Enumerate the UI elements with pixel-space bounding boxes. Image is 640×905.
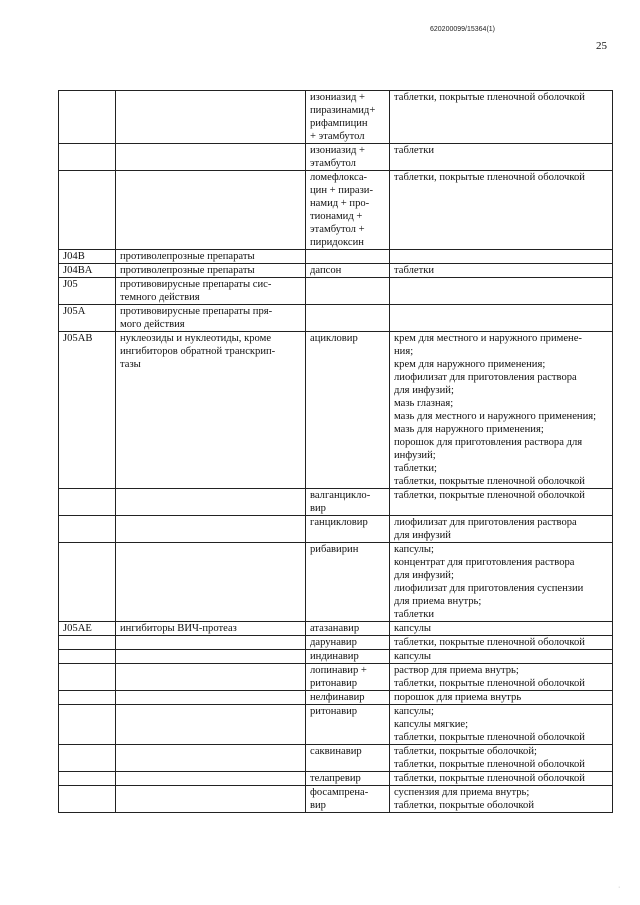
atc-code-cell: J04BA [59, 264, 116, 278]
dosage-form-cell: таблетки, покрытые пленочной оболочкой [390, 489, 613, 516]
drug-name-cell: дапсон [306, 264, 390, 278]
atc-code-cell [59, 664, 116, 691]
table-row [59, 516, 613, 543]
drug-name-cell [306, 305, 390, 332]
dosage-form-cell [390, 305, 613, 332]
atc-code-cell [59, 772, 116, 786]
table-row [59, 278, 613, 305]
dosage-form-cell: капсулы [390, 622, 613, 636]
table-row [59, 489, 613, 516]
drug-name-cell: ганцикловир [306, 516, 390, 543]
dosage-form-cell: таблетки [390, 144, 613, 171]
table-row [59, 543, 613, 622]
drug-name-cell: фосампрена- вир [306, 786, 390, 813]
drug-name-cell: телапревир [306, 772, 390, 786]
atc-code-cell [59, 91, 116, 144]
drug-name-cell: изониазид + пиразинамид+ рифампицин + этамбутол [306, 91, 390, 144]
dosage-form-cell: таблетки, покрытые оболочкой; таблетки, покрытые пленочной оболочкой [390, 745, 613, 772]
atc-code-cell [59, 144, 116, 171]
table-row [59, 664, 613, 691]
table-row [59, 144, 613, 171]
group-name-cell [116, 772, 306, 786]
group-name-cell [116, 705, 306, 745]
dosage-form-cell: лиофилизат для приготовления раствора для инфузий [390, 516, 613, 543]
atc-code-cell [59, 786, 116, 813]
drug-name-cell: атазанавир [306, 622, 390, 636]
drug-name-cell: валганцикло- вир [306, 489, 390, 516]
drug-name-cell: ацикловир [306, 332, 390, 489]
dosage-form-cell [390, 250, 613, 264]
drug-name-cell: ритонавир [306, 705, 390, 745]
table-row [59, 691, 613, 705]
drug-name-cell: рибавирин [306, 543, 390, 622]
group-name-cell [116, 650, 306, 664]
dosage-form-cell: таблетки, покрытые пленочной оболочкой [390, 171, 613, 250]
page-number: 25 [596, 40, 607, 52]
group-name-cell [116, 144, 306, 171]
dosage-form-cell: суспензия для приема внутрь; таблетки, покрытые оболочкой [390, 786, 613, 813]
dosage-form-cell: капсулы [390, 650, 613, 664]
table-row [59, 745, 613, 772]
atc-code-cell [59, 636, 116, 650]
table-row [59, 171, 613, 250]
group-name-cell: ингибиторы ВИЧ-протеаз [116, 622, 306, 636]
table-body [59, 91, 613, 813]
atc-code-cell: J05 [59, 278, 116, 305]
atc-code-cell [59, 705, 116, 745]
group-name-cell [116, 91, 306, 144]
dosage-form-cell: таблетки [390, 264, 613, 278]
drug-name-cell: дарунавир [306, 636, 390, 650]
atc-code-cell [59, 516, 116, 543]
table-row [59, 332, 613, 489]
table-row [59, 305, 613, 332]
table-row [59, 772, 613, 786]
dosage-form-cell: таблетки, покрытые пленочной оболочкой [390, 636, 613, 650]
group-name-cell: нуклеозиды и нуклеотиды, кроме ингибиторов обратной транскрип- тазы [116, 332, 306, 489]
table-row [59, 250, 613, 264]
table-row [59, 636, 613, 650]
scan-edge-mark: · [618, 884, 621, 891]
group-name-cell [116, 664, 306, 691]
drug-name-cell [306, 278, 390, 305]
group-name-cell [116, 636, 306, 650]
atc-code-cell: J04B [59, 250, 116, 264]
group-name-cell [116, 745, 306, 772]
table-row [59, 264, 613, 278]
dosage-form-cell: раствор для приема внутрь; таблетки, покрытые пленочной оболочкой [390, 664, 613, 691]
group-name-cell [116, 489, 306, 516]
drug-name-cell [306, 250, 390, 264]
table-row [59, 622, 613, 636]
dosage-form-cell: таблетки, покрытые пленочной оболочкой [390, 91, 613, 144]
atc-code-cell [59, 650, 116, 664]
dosage-form-cell: капсулы; концентрат для приготовления раствора для инфузий; лиофилизат для приготовления суспензии для приема внутрь; таблетки [390, 543, 613, 622]
table-row [59, 786, 613, 813]
drug-name-cell: ломефлокса- цин + пирази- намид + про- тионамид + этамбутол + пиридоксин [306, 171, 390, 250]
dosage-form-cell: порошок для приема внутрь [390, 691, 613, 705]
atc-code-cell [59, 543, 116, 622]
group-name-cell [116, 516, 306, 543]
atc-code-cell [59, 691, 116, 705]
atc-code-cell: J05AE [59, 622, 116, 636]
atc-code-cell [59, 489, 116, 516]
atc-code-cell: J05AB [59, 332, 116, 489]
group-name-cell [116, 171, 306, 250]
drug-name-cell: индинавир [306, 650, 390, 664]
table-row [59, 705, 613, 745]
drug-name-cell: саквинавир [306, 745, 390, 772]
dosage-form-cell [390, 278, 613, 305]
drug-classification-table [58, 90, 613, 813]
table-row [59, 91, 613, 144]
group-name-cell: противолепрозные препараты [116, 264, 306, 278]
dosage-form-cell: капсулы; капсулы мягкие; таблетки, покрытые пленочной оболочкой [390, 705, 613, 745]
document-id: 620200099/15364(1) [430, 26, 496, 33]
atc-code-cell: J05A [59, 305, 116, 332]
drug-name-cell: изониазид + этамбутол [306, 144, 390, 171]
group-name-cell: противолепрозные препараты [116, 250, 306, 264]
group-name-cell: противовирусные препараты сис- темного действия [116, 278, 306, 305]
group-name-cell [116, 543, 306, 622]
group-name-cell: противовирусные препараты пря- мого действия [116, 305, 306, 332]
group-name-cell [116, 691, 306, 705]
atc-code-cell [59, 171, 116, 250]
atc-code-cell [59, 745, 116, 772]
dosage-form-cell: таблетки, покрытые пленочной оболочкой [390, 772, 613, 786]
drug-name-cell: нелфинавир [306, 691, 390, 705]
table-row [59, 650, 613, 664]
group-name-cell [116, 786, 306, 813]
drug-name-cell: лопинавир + ритонавир [306, 664, 390, 691]
dosage-form-cell: крем для местного и наружного примене- ния; крем для наружного применения; лиофилизат для приготовления раствора для инфузий; мазь глазная; мазь для местного и наружного применения; мазь для наружного применения; порошок для приготовления раствора для инфузий; таблетки; таблетки, покрытые пленочной оболочкой [390, 332, 613, 489]
